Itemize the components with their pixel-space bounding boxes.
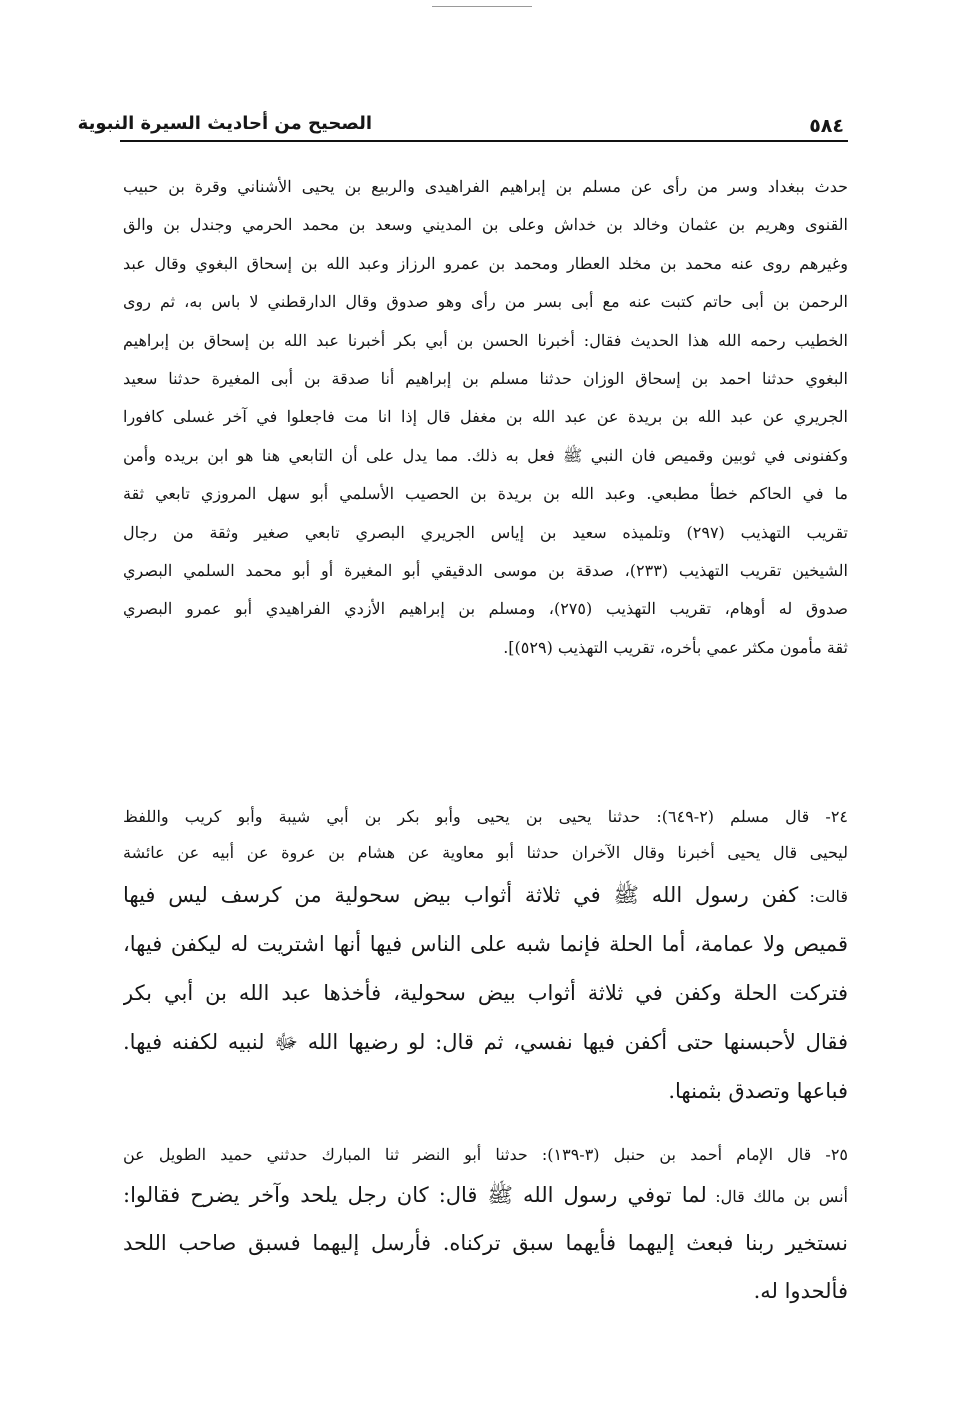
hadith-24-intro-line: ٢٤- قال مسلم (٢-٦٤٩): حدثنا يحيى بن يحيى وأبو بكر بن أبي شيبة وأبو كريب واللفظ xyxy=(123,807,848,826)
hadith-25-paragraph xyxy=(123,1139,848,1315)
hadith-25-speaker: أنس بن مالك قال: xyxy=(706,1187,848,1206)
hadith-24-matn-line: فتركت الحلة وكفن في ثلاثة أثواب بيض سحولية، فأخذها عبد الله بن أبي بكر xyxy=(123,981,848,1005)
footnote-line: تقريب التهذيب (٢٩٧) وتلميذه سعيد بن إياس الجريري البصري تابعي صغير وثقة من رجال xyxy=(123,522,848,542)
footnote-line: الخطيب رحمه الله هذا الحديث فقال: أخبرنا الحسن بن أبي بكر أخبرنا عبد الله بن إسحاق بن إبراهيم xyxy=(123,330,848,350)
hadith-25-matn-line: فألحدوا له. xyxy=(753,1279,848,1303)
top-rule xyxy=(432,6,532,7)
footnote-paragraph xyxy=(123,168,848,667)
footnote-line: حدث ببغداد وسر من رأى عن مسلم بن إبراهيم الفراهيدى والربيع بن يحيى الأشناني وقرة بن حبيب xyxy=(123,177,848,196)
footnote-line: ثقة مأمون مكثر عمي بأخره، تقريب التهذيب (٥٢٩)]. xyxy=(503,637,848,657)
footnote-line: الرحمن بن أبى حاتم كتبت عنه مع أبى بسر من رأى وهو صدوق وقال الدارقطني لا باس به، ثم روى xyxy=(123,292,848,312)
hadith-24-matn-line: فباعها وتصدق بثمنها. xyxy=(668,1079,848,1103)
running-head xyxy=(77,100,848,142)
hadith-25-mixed-line xyxy=(123,1171,848,1219)
hadith-24-speaker: قالت: xyxy=(798,887,848,906)
footnote-line: الجريري عن عبد الله بن بريدة عن عبد الله بن مغفل قال إذا انا مت فاجعلوا في آخر غسلى كافورا xyxy=(123,407,848,427)
hadith-24-matn-line: قميص ولا عمامة، أما الحلة فإنما شبه على الناس فيها أنها اشتريت له ليكفن فيها، xyxy=(123,932,848,956)
footnote-line: البغوي حدثنا احمد بن إسحاق الوزان حدثنا مسلم بن إبراهيم أنا صدقة بن أبى المغيرة حدثنا سعيد xyxy=(123,368,848,388)
footnote-line: وكفنونى في ثوبين وقميص فان النبي ﷺ فعل به ذلك. مما يدل على أن التابعي هنا هو ابن بريده وأمن xyxy=(123,445,848,465)
page-number: ٥٨٤ xyxy=(809,115,844,137)
footnote-line: القنوى وهريم بن عثمان وخالد بن خداش وعلى بن المديني وسعد بن محمد الحرمي وجندل بن والق xyxy=(123,215,848,235)
hadith-24-intro-line: ليحيى قال يحيى أخبرنا وقال الآخران حدثنا أبو معاوية عن هشام بن عروة عن أبيه عن عائشة xyxy=(123,843,848,862)
footnote-line: صدوق له أوهام، تقريب التهذيب (٢٧٥)، ومسلم بن إبراهيم الأزدي الفراهيدي أبو عمرو البصري xyxy=(123,599,848,619)
footnote-line: الشيخين تقريب التهذيب (٢٣٣)، صدقة بن موسى الدقيقي أبو المغيرة أو أبو محمد السلمي البصري xyxy=(123,560,848,580)
hadith-25-matn-start: لما توفي رسول الله ﷺ قال: كان رجل يلحد وآخر يضرح فقالوا: xyxy=(123,1183,707,1207)
hadith-24-matn-start: كفن رسول الله ﷺ في ثلاثة أثواب بيض سحولية من كرسف ليس فيها xyxy=(123,883,799,907)
hadith-24-paragraph xyxy=(123,799,848,1116)
footnote-line: ما في الحاكم خطأ مطبعي. وعبد الله بن بريدة بن الحصيب الأسلمي أبو سهل المروزي تابعي ثقة xyxy=(123,484,848,504)
hadith-24-mixed-line xyxy=(123,871,848,920)
hadith-25-intro-line: ٢٥- قال الإمام أحمد بن حنبل (٣-١٣٩): حدثنا أبو النضر ثنا المبارك حدثني حميد الطويل عن xyxy=(123,1145,848,1164)
hadith-24-matn-line: فقال لأحبسنها حتى أكفن فيها نفسي، ثم قال: لو رضيها الله ﷻ لنبيه لكفنه فيها. xyxy=(123,1030,848,1054)
hadith-25-matn-line: نستخير ربنا فبعث إليهما فأيهما سبق تركناه. فأرسل إليهما فسبق صاحب اللحد xyxy=(123,1231,848,1255)
footnote-line: وغيرهم روى عنه محمد بن مخلد العطار ومحمد بن عمرو الرزاز وعبد الله بن إسحاق البغوي وقال عبد xyxy=(123,253,848,273)
running-title: الصحيح من أحاديث السيرة النبوية xyxy=(77,113,372,134)
